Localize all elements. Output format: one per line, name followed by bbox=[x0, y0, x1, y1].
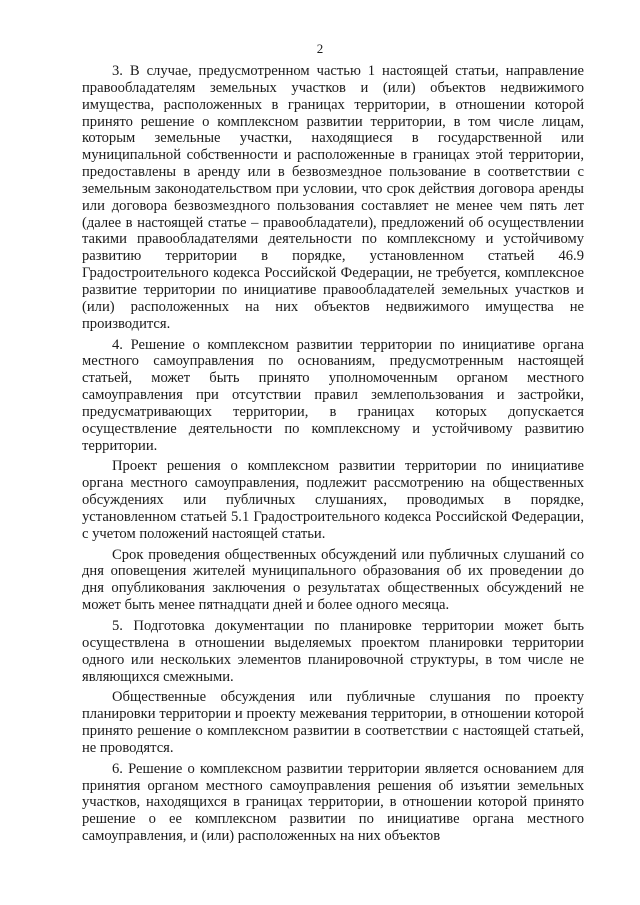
paragraph-part-6: 6. Решение о комплексном развитии территории является основанием для принятия органом местного самоуправления решения об изъятии земельных участков, находящихся в границах территории, в отношении которой принято решение о ее комплексном развитии по инициативе органа местного самоуправления, и (или) расположенных на них объектов bbox=[82, 760, 584, 845]
paragraph-part-3: 3. В случае, предусмотренном частью 1 настоящей статьи, направление правообладателям земельных участков и (или) объектов недвижимого имущества, расположенных в границах территории, в отношении которой принято решение о комплексном развитии территории, в том числе лицам, которым земельные участки, находящиеся в государственной или муниципальной собственности и расположенные в границах этой территории, предоставлены в аренду или в безвозмездное пользование в соответствии с земельным законодательством при условии, что срок действия договора аренды или договора безвозмездного пользования составляет не менее чем пять лет (далее в настоящей статье – правообладатели), предложений об осуществлении такими правообладателями деятельности по комплексному и устойчивому развитию территории в порядке, установленном статьей 46.9 Градостроительного кодекса Российской Федерации, не требуется, комплексное развитие территории по инициативе правообладателей земельных участков и (или) расположенных на них объектов недвижимого имущества не производится. bbox=[82, 63, 584, 332]
paragraph-draft-decision: Проект решения о комплексном развитии территории по инициативе органа местного самоуправления, подлежит рассмотрению на общественных обсуждениях или публичных слушаниях, проводимых в порядке, установленном статьей 5.1 Градостроительного кодекса Российской Федерации, с учетом положений настоящей статьи. bbox=[82, 458, 584, 542]
page-number: 2 bbox=[316, 41, 324, 56]
paragraph-part-4: 4. Решение о комплексном развитии территории по инициативе органа местного самоуправления по основаниям, предусмотренным настоящей статьей, может быть принято уполномоченным органом местного самоуправления при отсутствии правил землепользования и застройки, предусматривающих территории, в границах которых допускается осуществление деятельности по комплексному и устойчивому развитию территории. bbox=[82, 336, 584, 454]
paragraph-part-5: 5. Подготовка документации по планировке территории может быть осуществлена в отношении выделяемых проектом планировки территории одного или нескольких элементов планировочной структуры, в том числе не являющихся смежными. bbox=[82, 618, 584, 685]
paragraph-hearing-term: Срок проведения общественных обсуждений или публичных слушаний со дня оповещения жителей муниципального образования об их проведении до дня опубликования заключения о результатах общественных обсуждений не может быть менее пятнадцати дней и более одного месяца. bbox=[82, 546, 584, 614]
paragraph-no-hearings: Общественные обсуждения или публичные слушания по проекту планировки территории и проекту межевания территории, в отношении которой принято решение о комплексном развитии в соответствии с настоящей статьей, не проводятся. bbox=[82, 689, 584, 756]
document-body bbox=[82, 63, 584, 849]
